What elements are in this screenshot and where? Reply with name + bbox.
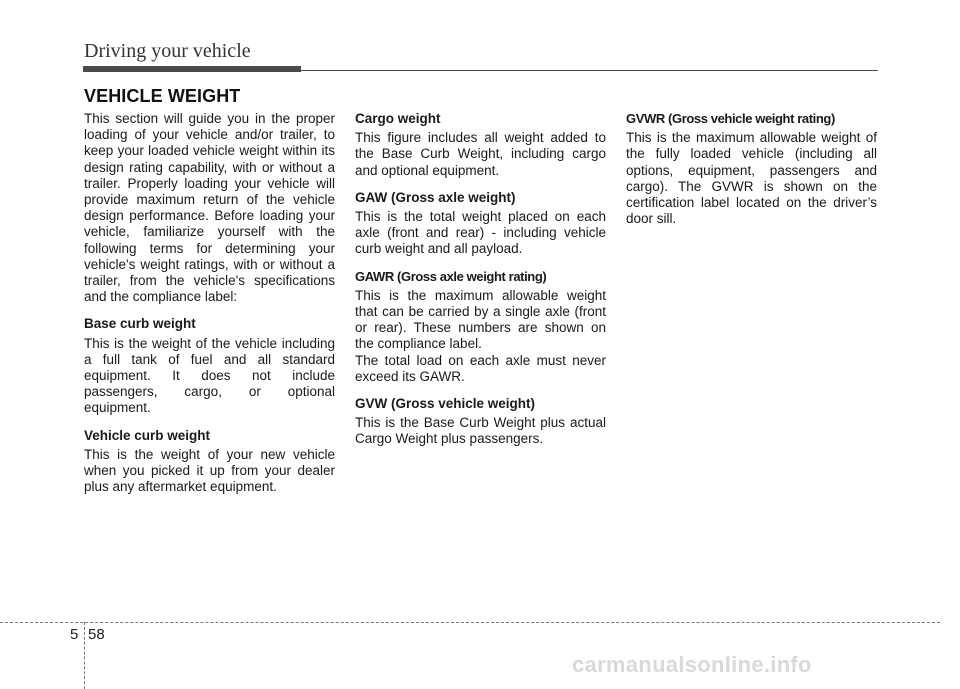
body-paragraph: This is the Base Curb Weight plus actual Cargo Weight plus passengers.	[355, 415, 606, 447]
term-heading: GAWR (Gross axle weight rating)	[355, 268, 547, 284]
term-heading: Cargo weight	[355, 111, 441, 126]
body-paragraph: This is the total weight placed on each axle (front and rear) - including vehicle curb weight and all payload.	[355, 209, 606, 257]
running-header: Driving your vehicle	[84, 40, 251, 62]
watermark: carmanualsonline.info	[572, 652, 812, 677]
body-paragraph: This is the weight of the vehicle including a full tank of fuel and all standard equipment. It does not include passengers, cargo, or optional equipment.	[84, 335, 335, 416]
body-paragraph: This figure includes all weight added to the Base Curb Weight, including cargo and optional equipment.	[355, 130, 606, 178]
text-column-1	[84, 111, 335, 495]
term-heading: GVWR (Gross vehicle weight rating)	[626, 111, 835, 126]
term-heading: Base curb weight	[84, 316, 196, 332]
header-rule-thin	[301, 70, 878, 71]
text-column-3	[626, 111, 877, 227]
text-column-2	[355, 111, 606, 448]
body-paragraph: The total load on each axle must never exceed its GAWR.	[355, 352, 606, 384]
body-paragraph: This is the maximum allowable weight that can be carried by a single axle (front or rear). These numbers are shown on the compliance label.	[355, 287, 606, 352]
body-paragraph: This is the maximum allowable weight of the fully loaded vehicle (including all options, equipment, passengers and cargo). The GVWR is shown on the certification label located on the driver’s door sill.	[626, 130, 877, 227]
term-heading: Vehicle curb weight	[84, 427, 211, 443]
header-rule-thick	[83, 66, 301, 72]
footer-dashed-divider	[84, 622, 85, 689]
body-paragraph: This section will guide you in the proper loading of your vehicle and/or trailer, to keep your loaded vehicle weight within its design rating capability, with or without a trailer. Properly loading your vehicle will provide maximum return of the vehicle design performance. Before loading your vehicle, familiarize yourself with the following terms for determining your vehicle's weight ratings, with or without a trailer, from the vehicle's specifications and the compliance label:	[84, 111, 335, 305]
footer-dashed-rule	[0, 622, 940, 623]
term-heading: GVW (Gross vehicle weight)	[355, 396, 536, 412]
chapter-number: 5	[70, 626, 79, 643]
body-paragraph: This is the weight of your new vehicle when you picked it up from your dealer plus any aftermarket equipment.	[84, 446, 335, 495]
page-number: 58	[88, 626, 105, 643]
term-heading: GAW (Gross axle weight)	[355, 189, 516, 205]
section-title: VEHICLE WEIGHT	[84, 86, 241, 106]
